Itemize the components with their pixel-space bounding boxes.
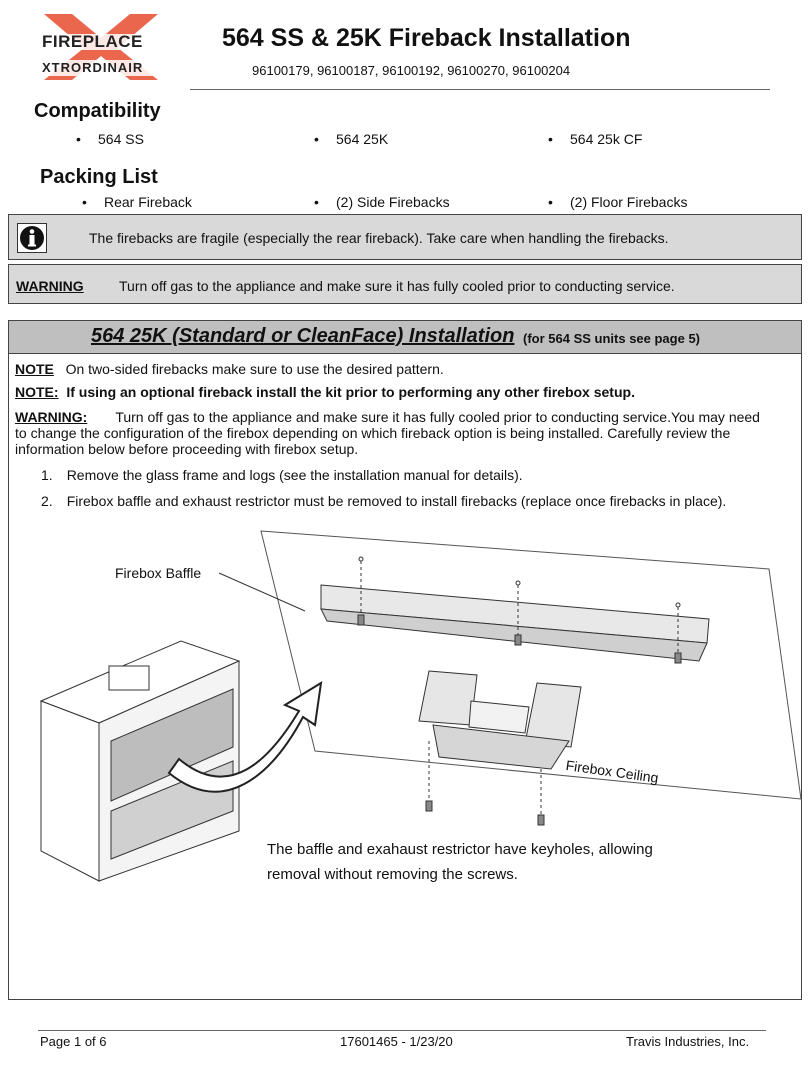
note-2: NOTE: If using an optional fireback install the kit prior to performing any other firebox setup. [15,384,635,400]
warning-label: WARNING [16,278,84,294]
compat-item: • 564 25k CF [548,131,643,147]
info-note-text: The firebacks are fragile (especially the rear fireback). Take care when handling the firebacks. [89,230,669,246]
installation-section [8,320,802,1000]
diagram-fireplace-unit [41,641,239,881]
warning-box [8,264,802,304]
footer-company: Travis Industries, Inc. [626,1034,750,1049]
diagram-caption: The baffle and exahaust restrictor have keyholes, allowing removal without removing the screws. [267,841,653,883]
label-firebox-ceiling: Firebox Ceiling [564,757,660,786]
info-icon [17,223,47,253]
section-subtitle: (for 564 SS units see page 5) [523,331,701,346]
logo-word-xtrordinair: XTRORDINAIR [42,60,144,75]
brand-logo [38,14,164,80]
fireback-diagram [9,511,801,996]
logo-word-fireplace: FIREPLACE [42,32,143,51]
info-note-box [8,214,802,260]
footer-doc-number: 17601465 - 1/23/20 [340,1034,453,1049]
header-divider [190,89,770,90]
step-2: 2. Firebox baffle and exhaust restrictor must be removed to install firebacks (replace once firebacks in place). [41,493,727,509]
section-header [9,321,801,354]
section-title: 564 25K (Standard or CleanFace) Installation [91,325,515,347]
packing-heading: Packing List [40,166,158,188]
compat-item: • 564 25K [314,131,389,147]
packing-item: • (2) Floor Firebacks [548,194,688,210]
page-title: 564 SS & 25K Fireback Installation [222,24,631,52]
compatibility-heading: Compatibility [34,100,161,122]
footer-page: Page 1 of 6 [40,1034,107,1049]
step-1: 1. Remove the glass frame and logs (see the installation manual for details). [41,467,523,483]
part-numbers: 96100179, 96100187, 96100192, 96100270, 96100204 [252,63,571,78]
note-1: NOTE On two-sided firebacks make sure to use the desired pattern. [15,361,444,377]
label-firebox-baffle: Firebox Baffle [115,565,202,581]
warning-text: Turn off gas to the appliance and make sure it has fully cooled prior to conducting service. [119,278,675,294]
packing-item: • (2) Side Firebacks [314,194,450,210]
packing-item: • Rear Fireback [82,194,192,210]
footer-divider [38,1030,766,1031]
section-warning: WARNING: Turn off gas to the appliance and make sure it has fully cooled prior to conducting service.You may need to change the configuration of the firebox depending on which fireback option is being installed. Carefully review the information below before proceeding with firebox setup. [15,409,760,457]
compat-item: • 564 SS [76,131,144,147]
